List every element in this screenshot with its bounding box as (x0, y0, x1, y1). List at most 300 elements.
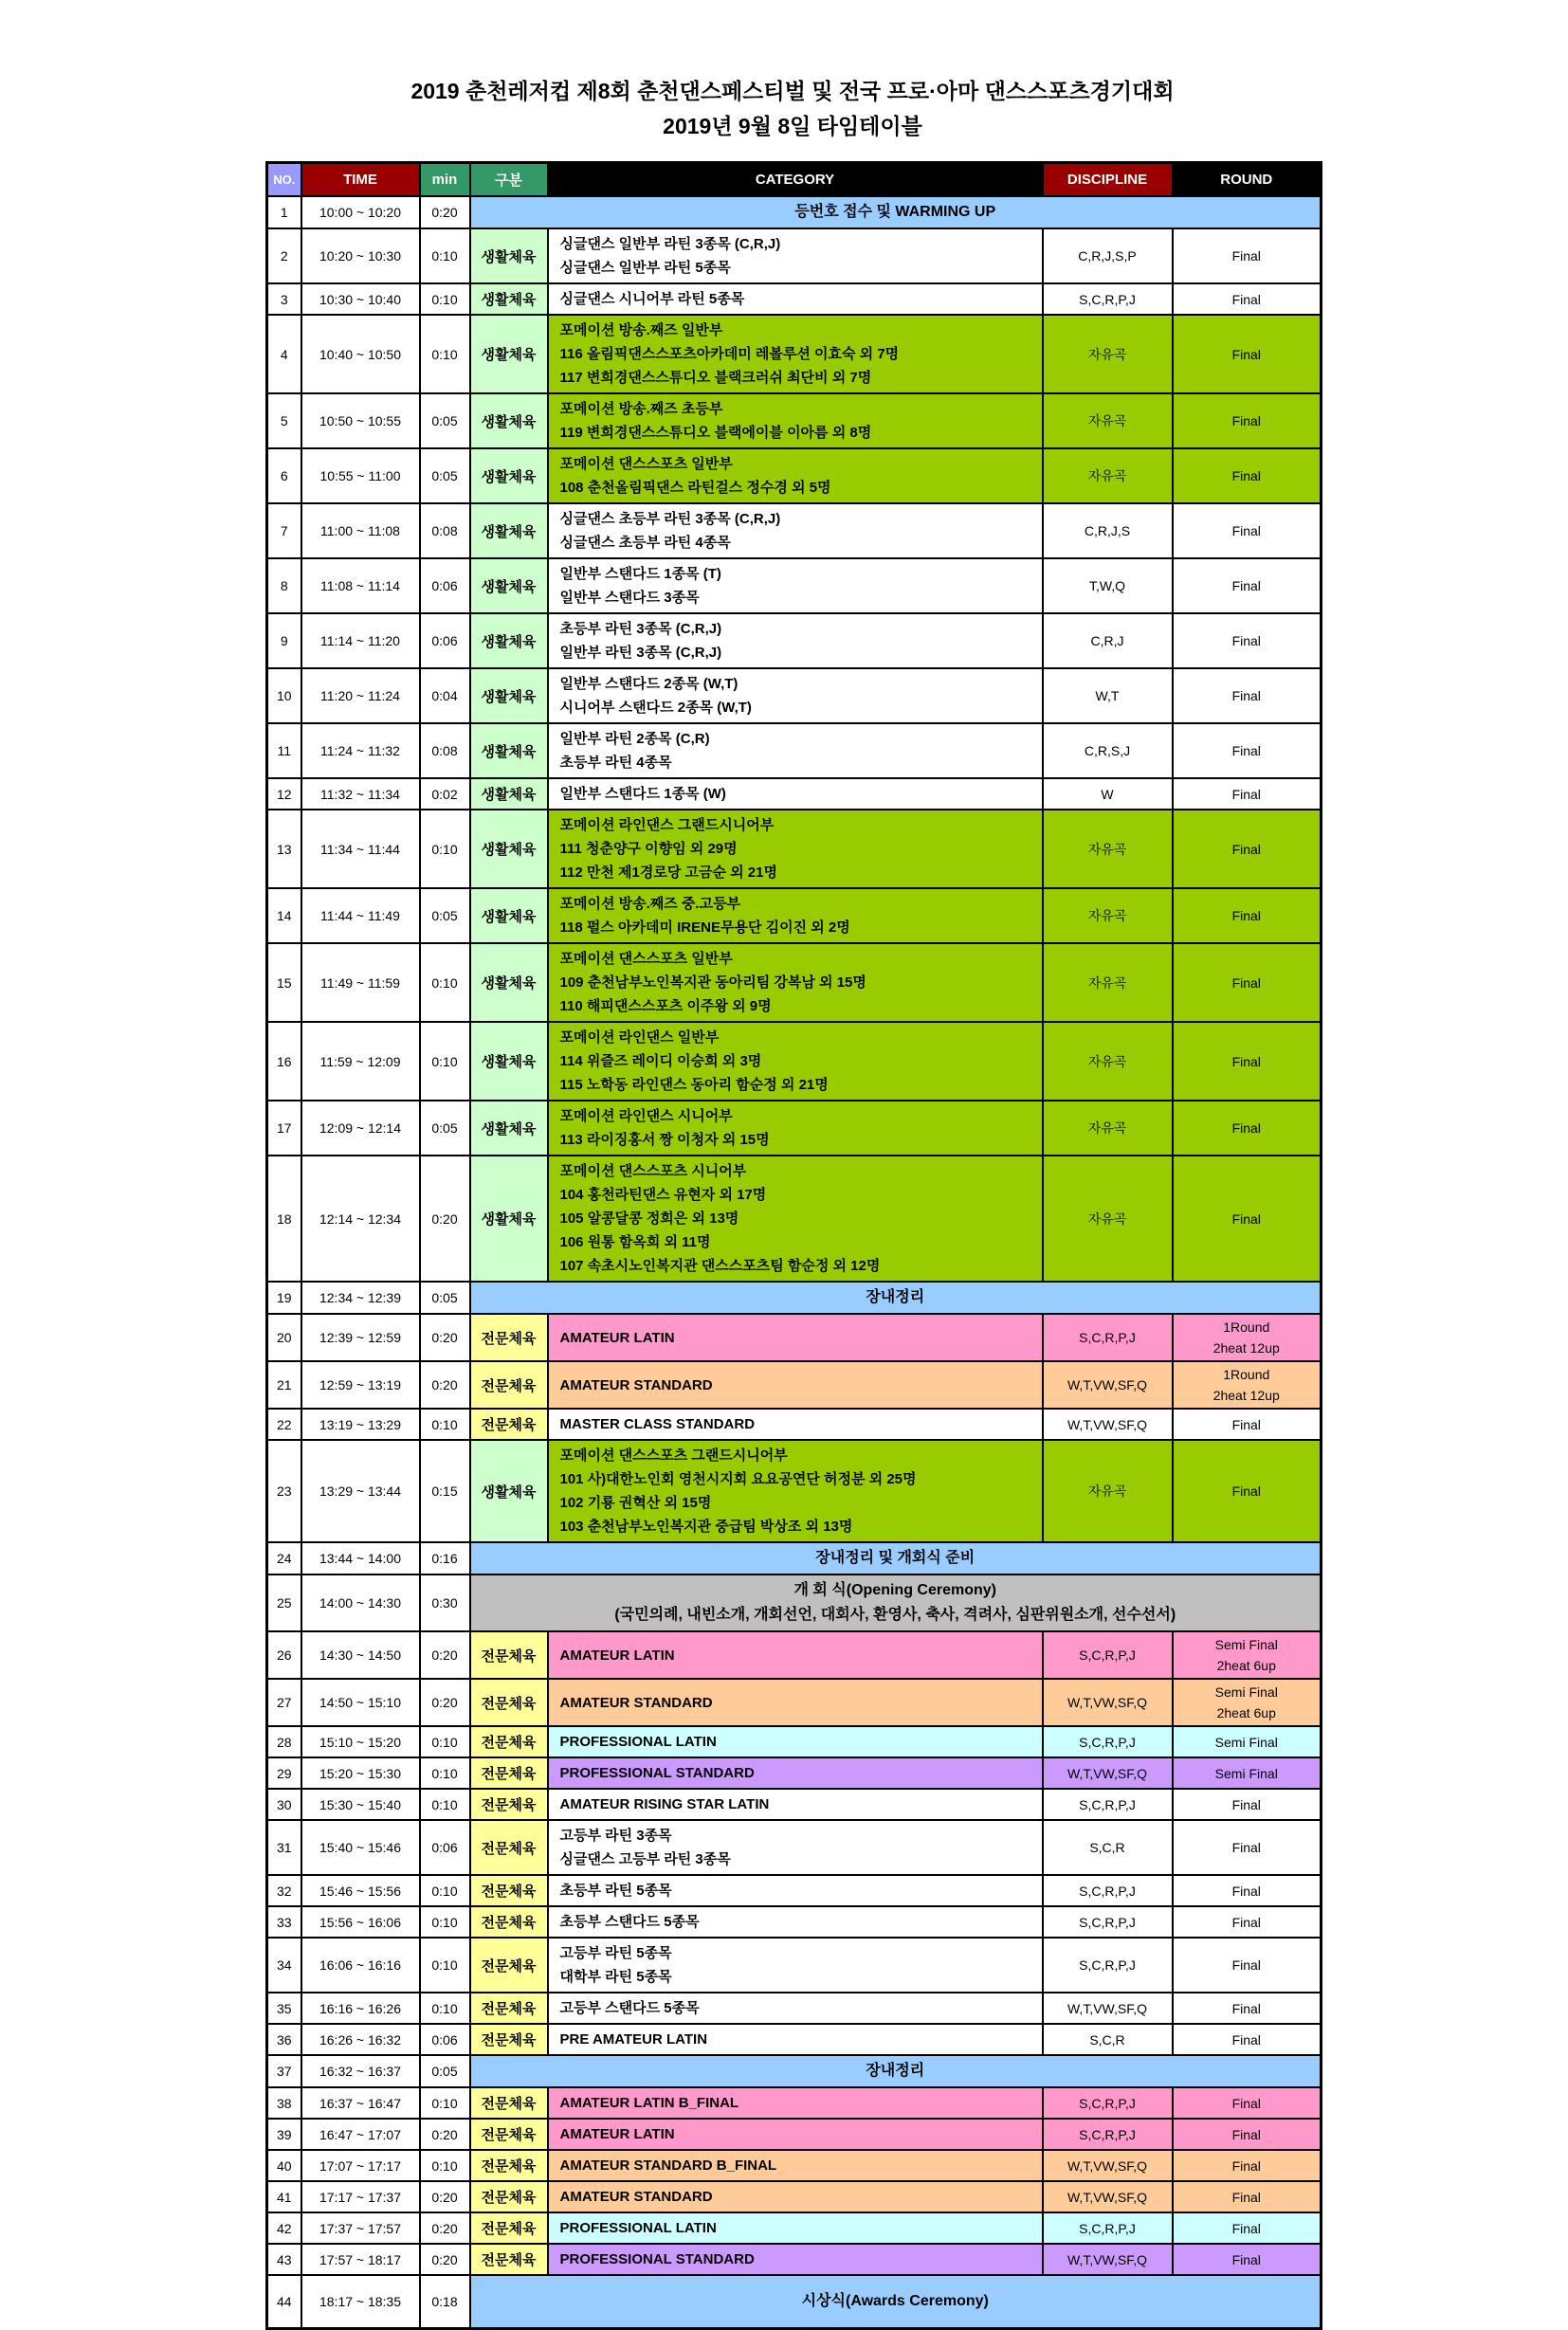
row-number-cell: 25 (267, 1575, 301, 1631)
duration-cell: 0:05 (420, 448, 470, 503)
header-gubun: 구분 (470, 163, 548, 197)
category-cell (548, 1361, 1043, 1409)
round-cell (1173, 778, 1322, 810)
division-cell: 전문체육 (470, 1679, 548, 1726)
round-cell (1173, 283, 1322, 315)
category-cell (548, 1631, 1043, 1679)
category-line: 101 사)대한노인회 영천시지회 요요공연단 허정분 외 25명 (559, 1471, 917, 1487)
section-cell (470, 196, 1322, 228)
round-cell (1173, 810, 1322, 888)
round-line: Final (1231, 908, 1261, 923)
category-line: 일반부 스탠다드 2종목 (W,T) (559, 676, 738, 692)
duration-cell: 0:10 (420, 283, 470, 315)
category-line: AMATEUR LATIN B_FINAL (559, 2095, 739, 2111)
time-cell: 16:26 ~ 16:32 (301, 2024, 420, 2055)
duration-cell: 0:06 (420, 1820, 470, 1875)
category-cell (548, 1156, 1043, 1282)
table-row (267, 1938, 1322, 1993)
round-cell (1173, 1789, 1322, 1820)
division-cell: 전문체육 (470, 2087, 548, 2119)
round-line: Final (1231, 1796, 1261, 1812)
row-number-cell: 15 (267, 943, 301, 1022)
category-line: 싱글댄스 일반부 라틴 3종목 (C,R,J) (559, 236, 781, 252)
duration-cell: 0:10 (420, 1875, 470, 1906)
table-row (267, 1820, 1322, 1875)
section-line: (국민의례, 내빈소개, 개회선언, 대회사, 환영사, 축사, 격려사, 심판위원소개, 선수선서) (614, 1607, 1176, 1623)
round-cell (1173, 1875, 1322, 1906)
division-cell: 생활체육 (470, 315, 548, 393)
round-line: Final (1231, 523, 1261, 538)
row-number-cell: 2 (267, 228, 301, 283)
row-number-cell: 20 (267, 1314, 301, 1361)
row-number-cell: 28 (267, 1726, 301, 1757)
category-cell (548, 2024, 1043, 2055)
category-line: 고등부 스탠다드 5종목 (559, 2000, 700, 2016)
table-row (267, 1361, 1322, 1409)
table-row (267, 228, 1322, 283)
round-line: Final (1231, 413, 1261, 428)
division-cell: 전문체육 (470, 2244, 548, 2275)
division-cell: 전문체육 (470, 1314, 548, 1361)
category-cell (548, 315, 1043, 393)
time-cell: 17:07 ~ 17:17 (301, 2150, 420, 2181)
category-line: 싱글댄스 초등부 라틴 3종목 (C,R,J) (559, 511, 781, 527)
time-cell: 10:50 ~ 10:55 (301, 393, 420, 448)
table-row (267, 1156, 1322, 1282)
row-number-cell: 21 (267, 1361, 301, 1409)
time-cell: 13:29 ~ 13:44 (301, 1440, 420, 1542)
header-time: TIME (301, 163, 420, 197)
table-row (267, 1679, 1322, 1726)
category-line: 싱글댄스 시니어부 라틴 5종목 (559, 291, 745, 307)
time-cell: 10:55 ~ 11:00 (301, 448, 420, 503)
division-cell: 생활체육 (470, 888, 548, 943)
duration-cell: 0:05 (420, 888, 470, 943)
category-line: 105 알콩달콩 정희은 외 13명 (559, 1211, 739, 1227)
time-cell: 12:14 ~ 12:34 (301, 1156, 420, 1282)
division-cell: 생활체육 (470, 943, 548, 1022)
duration-cell: 0:20 (420, 2181, 470, 2212)
section-line: 등번호 접수 및 WARMING UP (794, 204, 996, 220)
category-line: 102 기룡 권혁산 외 15명 (559, 1495, 712, 1511)
round-line: Final (1231, 786, 1261, 802)
time-cell: 13:19 ~ 13:29 (301, 1409, 420, 1440)
discipline-cell: 자유곡 (1043, 810, 1173, 888)
table-row (267, 2087, 1322, 2119)
time-cell: 12:39 ~ 12:59 (301, 1314, 420, 1361)
category-cell (548, 1409, 1043, 1440)
round-line: Final (1231, 2126, 1261, 2142)
row-number-cell: 26 (267, 1631, 301, 1679)
discipline-cell: 자유곡 (1043, 1440, 1173, 1542)
table-row (267, 810, 1322, 888)
category-line: 107 속초시노인복지관 댄스스포츠팀 함순정 외 12명 (559, 1258, 881, 1274)
row-number-cell: 42 (267, 2212, 301, 2244)
round-cell (1173, 1022, 1322, 1101)
duration-cell: 0:20 (420, 2212, 470, 2244)
round-cell (1173, 1314, 1322, 1361)
time-cell: 16:47 ~ 17:07 (301, 2119, 420, 2150)
category-cell (548, 2244, 1043, 2275)
category-cell (548, 2119, 1043, 2150)
discipline-cell: 자유곡 (1043, 1101, 1173, 1156)
division-cell: 전문체육 (470, 1938, 548, 1993)
category-cell (548, 228, 1043, 283)
row-number-cell: 44 (267, 2275, 301, 2329)
time-cell: 12:34 ~ 12:39 (301, 1282, 420, 1314)
time-cell: 11:00 ~ 11:08 (301, 503, 420, 558)
time-cell: 11:49 ~ 11:59 (301, 943, 420, 1022)
section-line: 개 회 식(Opening Ceremony) (793, 1582, 996, 1598)
round-cell (1173, 315, 1322, 393)
row-number-cell: 9 (267, 613, 301, 668)
category-cell (548, 1726, 1043, 1757)
section-line: 시상식(Awards Ceremony) (801, 2293, 989, 2309)
discipline-cell: C,R,J (1043, 613, 1173, 668)
round-cell (1173, 448, 1322, 503)
category-cell (548, 448, 1043, 503)
division-cell: 생활체육 (470, 1156, 548, 1282)
round-line: Final (1231, 1211, 1261, 1227)
category-line: 111 청춘양구 이향임 외 29명 (559, 841, 738, 857)
round-cell (1173, 2244, 1322, 2275)
time-cell: 16:06 ~ 16:16 (301, 1938, 420, 1993)
round-cell (1173, 1679, 1322, 1726)
category-cell (548, 1938, 1043, 1993)
table-row (267, 315, 1322, 393)
category-cell (548, 888, 1043, 943)
discipline-cell: W,T,VW,SF,Q (1043, 1679, 1173, 1726)
discipline-cell: 자유곡 (1043, 1156, 1173, 1282)
row-number-cell: 30 (267, 1789, 301, 1820)
table-row (267, 1789, 1322, 1820)
category-cell (548, 503, 1043, 558)
round-line: Final (1231, 346, 1261, 362)
table-row (267, 1022, 1322, 1101)
category-line: 118 펄스 아카데미 IRENE무용단 김이진 외 2명 (559, 919, 850, 936)
row-number-cell: 41 (267, 2181, 301, 2212)
round-line: Final (1231, 688, 1261, 703)
timetable (265, 161, 1322, 2330)
division-cell: 전문체육 (470, 1726, 548, 1757)
round-cell (1173, 2087, 1322, 2119)
category-cell (548, 1440, 1043, 1542)
division-cell: 전문체육 (470, 1757, 548, 1789)
table-row (267, 778, 1322, 810)
discipline-cell: 자유곡 (1043, 888, 1173, 943)
round-line: Final (1231, 1883, 1261, 1899)
category-line: AMATEUR LATIN (559, 2126, 675, 2142)
category-cell (548, 1820, 1043, 1875)
round-line: Final (1231, 578, 1261, 593)
discipline-cell: 자유곡 (1043, 315, 1173, 393)
category-cell (548, 1101, 1043, 1156)
round-line: Final (1231, 2220, 1261, 2236)
round-line: Final (1231, 2031, 1261, 2048)
discipline-cell: S,C,R,P,J (1043, 1906, 1173, 1938)
row-number-cell: 3 (267, 283, 301, 315)
duration-cell: 0:06 (420, 613, 470, 668)
division-cell: 생활체육 (470, 228, 548, 283)
division-cell: 생활체육 (470, 558, 548, 613)
category-line: AMATEUR STANDARD B_FINAL (559, 2157, 777, 2174)
duration-cell: 0:05 (420, 1282, 470, 1314)
table-row (267, 393, 1322, 448)
division-cell: 전문체육 (470, 2150, 548, 2181)
round-line: Final (1231, 841, 1261, 857)
round-cell (1173, 1361, 1322, 1409)
category-line: 일반부 스탠다드 1종목 (T) (559, 566, 721, 582)
category-line: AMATEUR STANDARD (559, 2189, 713, 2205)
time-cell: 11:44 ~ 11:49 (301, 888, 420, 943)
duration-cell: 0:20 (420, 2244, 470, 2275)
category-line: 113 라이징홍서 짱 이청자 외 15명 (559, 1132, 770, 1148)
discipline-cell: S,C,R,P,J (1043, 1314, 1173, 1361)
round-cell (1173, 2024, 1322, 2055)
section-line: 장내정리 (866, 1289, 925, 1305)
category-line: 포메이션 댄스스포츠 그랜드시니어부 (559, 1447, 788, 1464)
table-row (267, 503, 1322, 558)
division-cell: 생활체육 (470, 810, 548, 888)
row-number-cell: 40 (267, 2150, 301, 2181)
time-cell: 14:00 ~ 14:30 (301, 1575, 420, 1631)
time-cell: 18:17 ~ 18:35 (301, 2275, 420, 2329)
discipline-cell: W,T (1043, 668, 1173, 723)
duration-cell: 0:20 (420, 1314, 470, 1361)
duration-cell: 0:08 (420, 503, 470, 558)
round-line: Final (1231, 1914, 1261, 1930)
discipline-cell: W,T,VW,SF,Q (1043, 2181, 1173, 2212)
category-line: 포메이션 방송.째즈 일반부 (559, 322, 723, 338)
time-cell: 15:46 ~ 15:56 (301, 1875, 420, 1906)
duration-cell: 0:10 (420, 1726, 470, 1757)
row-number-cell: 36 (267, 2024, 301, 2055)
time-cell: 16:32 ~ 16:37 (301, 2055, 420, 2087)
discipline-cell: W,T,VW,SF,Q (1043, 2150, 1173, 2181)
category-line: 115 노학동 라인댄스 동아리 함순정 외 21명 (559, 1077, 829, 1093)
duration-cell: 0:15 (420, 1440, 470, 1542)
round-line: 2heat 6up (1216, 1705, 1276, 1720)
category-line: 일반부 스탠다드 3종목 (559, 590, 700, 606)
category-cell (548, 1022, 1043, 1101)
category-line: 106 원통 함옥희 외 11명 (559, 1234, 711, 1250)
round-line: Final (1231, 2189, 1261, 2205)
round-line: Final (1231, 2157, 1261, 2174)
timetable-body (267, 196, 1322, 2329)
division-cell: 생활체육 (470, 393, 548, 448)
table-row (267, 668, 1322, 723)
category-line: 싱글댄스 일반부 라틴 5종목 (559, 260, 731, 276)
discipline-cell: S,C,R,P,J (1043, 2212, 1173, 2244)
division-cell: 전문체육 (470, 2024, 548, 2055)
row-number-cell: 29 (267, 1757, 301, 1789)
discipline-cell: C,R,S,J (1043, 723, 1173, 778)
category-line: 117 변희경댄스스튜디오 블랙크러쉬 최단비 외 7명 (559, 370, 872, 386)
discipline-cell: S,C,R,P,J (1043, 2119, 1173, 2150)
category-line: 포메이션 라인댄스 일반부 (559, 1029, 720, 1046)
table-row (267, 448, 1322, 503)
time-cell: 14:30 ~ 14:50 (301, 1631, 420, 1679)
table-row (267, 1282, 1322, 1314)
round-line: Final (1231, 468, 1261, 483)
round-cell (1173, 2150, 1322, 2181)
timetable-sheet (265, 0, 1320, 2330)
round-line: Semi Final (1214, 1637, 1278, 1652)
round-cell (1173, 1820, 1322, 1875)
division-cell: 생활체육 (470, 1440, 548, 1542)
discipline-cell: S,C,R,P,J (1043, 1875, 1173, 1906)
row-number-cell: 33 (267, 1906, 301, 1938)
round-cell (1173, 668, 1322, 723)
category-line: 포메이션 댄스스포츠 일반부 (559, 456, 733, 472)
section-cell (470, 1575, 1322, 1631)
row-number-cell: 37 (267, 2055, 301, 2087)
row-number-cell: 6 (267, 448, 301, 503)
category-line: 104 홍천라틴댄스 유현자 외 17명 (559, 1187, 767, 1203)
division-cell: 생활체육 (470, 1022, 548, 1101)
round-line: Final (1231, 974, 1261, 991)
category-cell (548, 778, 1043, 810)
division-cell: 전문체육 (470, 1409, 548, 1440)
category-line: 시니어부 스탠다드 2종목 (W,T) (559, 700, 752, 716)
discipline-cell: 자유곡 (1043, 1022, 1173, 1101)
section-cell (470, 2055, 1322, 2087)
category-line: 초등부 라틴 3종목 (C,R,J) (559, 621, 722, 637)
category-cell (548, 1789, 1043, 1820)
time-cell: 11:59 ~ 12:09 (301, 1022, 420, 1101)
category-line: 112 만천 제1경로당 고금순 외 21명 (559, 865, 777, 881)
category-line: 포메이션 댄스스포츠 시니어부 (559, 1163, 747, 1179)
round-cell (1173, 503, 1322, 558)
category-line: 싱글댄스 초등부 라틴 4종목 (559, 535, 731, 551)
category-line: PROFESSIONAL LATIN (559, 1734, 717, 1750)
category-line: AMATEUR RISING STAR LATIN (559, 1796, 770, 1812)
table-row (267, 1542, 1322, 1575)
table-row (267, 1906, 1322, 1938)
table-row (267, 558, 1322, 613)
duration-cell: 0:10 (420, 1993, 470, 2024)
time-cell: 10:30 ~ 10:40 (301, 283, 420, 315)
section-cell (470, 1282, 1322, 1314)
division-cell: 전문체육 (470, 2181, 548, 2212)
row-number-cell: 4 (267, 315, 301, 393)
time-cell: 15:20 ~ 15:30 (301, 1757, 420, 1789)
category-cell (548, 393, 1043, 448)
discipline-cell: 자유곡 (1043, 943, 1173, 1022)
round-line: 2heat 12up (1212, 1388, 1280, 1403)
row-number-cell: 11 (267, 723, 301, 778)
duration-cell: 0:18 (420, 2275, 470, 2329)
row-number-cell: 19 (267, 1282, 301, 1314)
category-line: 포메이션 라인댄스 그랜드시니어부 (559, 817, 775, 833)
division-cell: 생활체육 (470, 283, 548, 315)
round-cell (1173, 943, 1322, 1022)
header-discipline: DISCIPLINE (1043, 163, 1173, 197)
discipline-cell: W,T,VW,SF,Q (1043, 2244, 1173, 2275)
row-number-cell: 35 (267, 1993, 301, 2024)
time-cell: 15:10 ~ 15:20 (301, 1726, 420, 1757)
discipline-cell: 자유곡 (1043, 393, 1173, 448)
division-cell: 전문체육 (470, 1820, 548, 1875)
discipline-cell: C,R,J,S (1043, 503, 1173, 558)
round-cell (1173, 2181, 1322, 2212)
round-cell (1173, 1440, 1322, 1542)
table-row (267, 1631, 1322, 1679)
category-cell (548, 1906, 1043, 1938)
division-cell: 전문체육 (470, 2119, 548, 2150)
division-cell: 전문체육 (470, 1993, 548, 2024)
header-min: min (420, 163, 470, 197)
discipline-cell: W,T,VW,SF,Q (1043, 1409, 1173, 1440)
section-line: 장내정리 (866, 2063, 925, 2079)
duration-cell: 0:10 (420, 2150, 470, 2181)
round-line: Final (1231, 633, 1261, 648)
category-cell (548, 283, 1043, 315)
table-row (267, 2024, 1322, 2055)
table-row (267, 2244, 1322, 2275)
discipline-cell: S,C,R,P,J (1043, 1631, 1173, 1679)
time-cell: 10:40 ~ 10:50 (301, 315, 420, 393)
duration-cell: 0:10 (420, 1757, 470, 1789)
discipline-cell: W,T,VW,SF,Q (1043, 1757, 1173, 1789)
category-cell (548, 668, 1043, 723)
page-title (265, 74, 1320, 144)
duration-cell: 0:16 (420, 1542, 470, 1575)
category-line: AMATEUR LATIN (559, 1647, 675, 1664)
table-row (267, 613, 1322, 668)
duration-cell: 0:10 (420, 315, 470, 393)
round-line: Final (1231, 2095, 1261, 2111)
division-cell: 전문체육 (470, 1789, 548, 1820)
time-cell: 17:57 ~ 18:17 (301, 2244, 420, 2275)
duration-cell: 0:10 (420, 810, 470, 888)
round-line: Final (1231, 2000, 1261, 2016)
table-row (267, 1875, 1322, 1906)
category-line: 포메이션 방송.째즈 초등부 (559, 401, 723, 417)
section-cell (470, 1542, 1322, 1575)
row-number-cell: 14 (267, 888, 301, 943)
round-line: Semi Final (1214, 1765, 1278, 1781)
round-line: Final (1231, 1416, 1261, 1432)
duration-cell: 0:06 (420, 2024, 470, 2055)
discipline-cell: S,C,R,P,J (1043, 2087, 1173, 2119)
time-cell: 11:14 ~ 11:20 (301, 613, 420, 668)
round-cell (1173, 1726, 1322, 1757)
category-line: MASTER CLASS STANDARD (559, 1416, 756, 1432)
round-line: Final (1231, 1840, 1261, 1855)
category-cell (548, 723, 1043, 778)
round-line: Final (1231, 1957, 1261, 1973)
round-cell (1173, 1156, 1322, 1282)
discipline-cell: 자유곡 (1043, 448, 1173, 503)
time-cell: 15:56 ~ 16:06 (301, 1906, 420, 1938)
table-row (267, 283, 1322, 315)
category-line: 포메이션 라인댄스 시니어부 (559, 1108, 733, 1124)
row-number-cell: 18 (267, 1156, 301, 1282)
category-line: 일반부 스탠다드 1종목 (W) (559, 786, 726, 802)
row-number-cell: 16 (267, 1022, 301, 1101)
category-line: 103 춘천남부노인복지관 중급팀 박상조 외 13명 (559, 1519, 853, 1535)
section-cell (470, 2275, 1322, 2329)
discipline-cell: W,T,VW,SF,Q (1043, 1361, 1173, 1409)
category-line: 고등부 라틴 3종목 (559, 1828, 672, 1844)
time-cell: 13:44 ~ 14:00 (301, 1542, 420, 1575)
round-line: Final (1231, 743, 1261, 758)
table-row (267, 1101, 1322, 1156)
category-line: 초등부 라틴 4종목 (559, 755, 672, 771)
round-cell (1173, 558, 1322, 613)
row-number-cell: 5 (267, 393, 301, 448)
